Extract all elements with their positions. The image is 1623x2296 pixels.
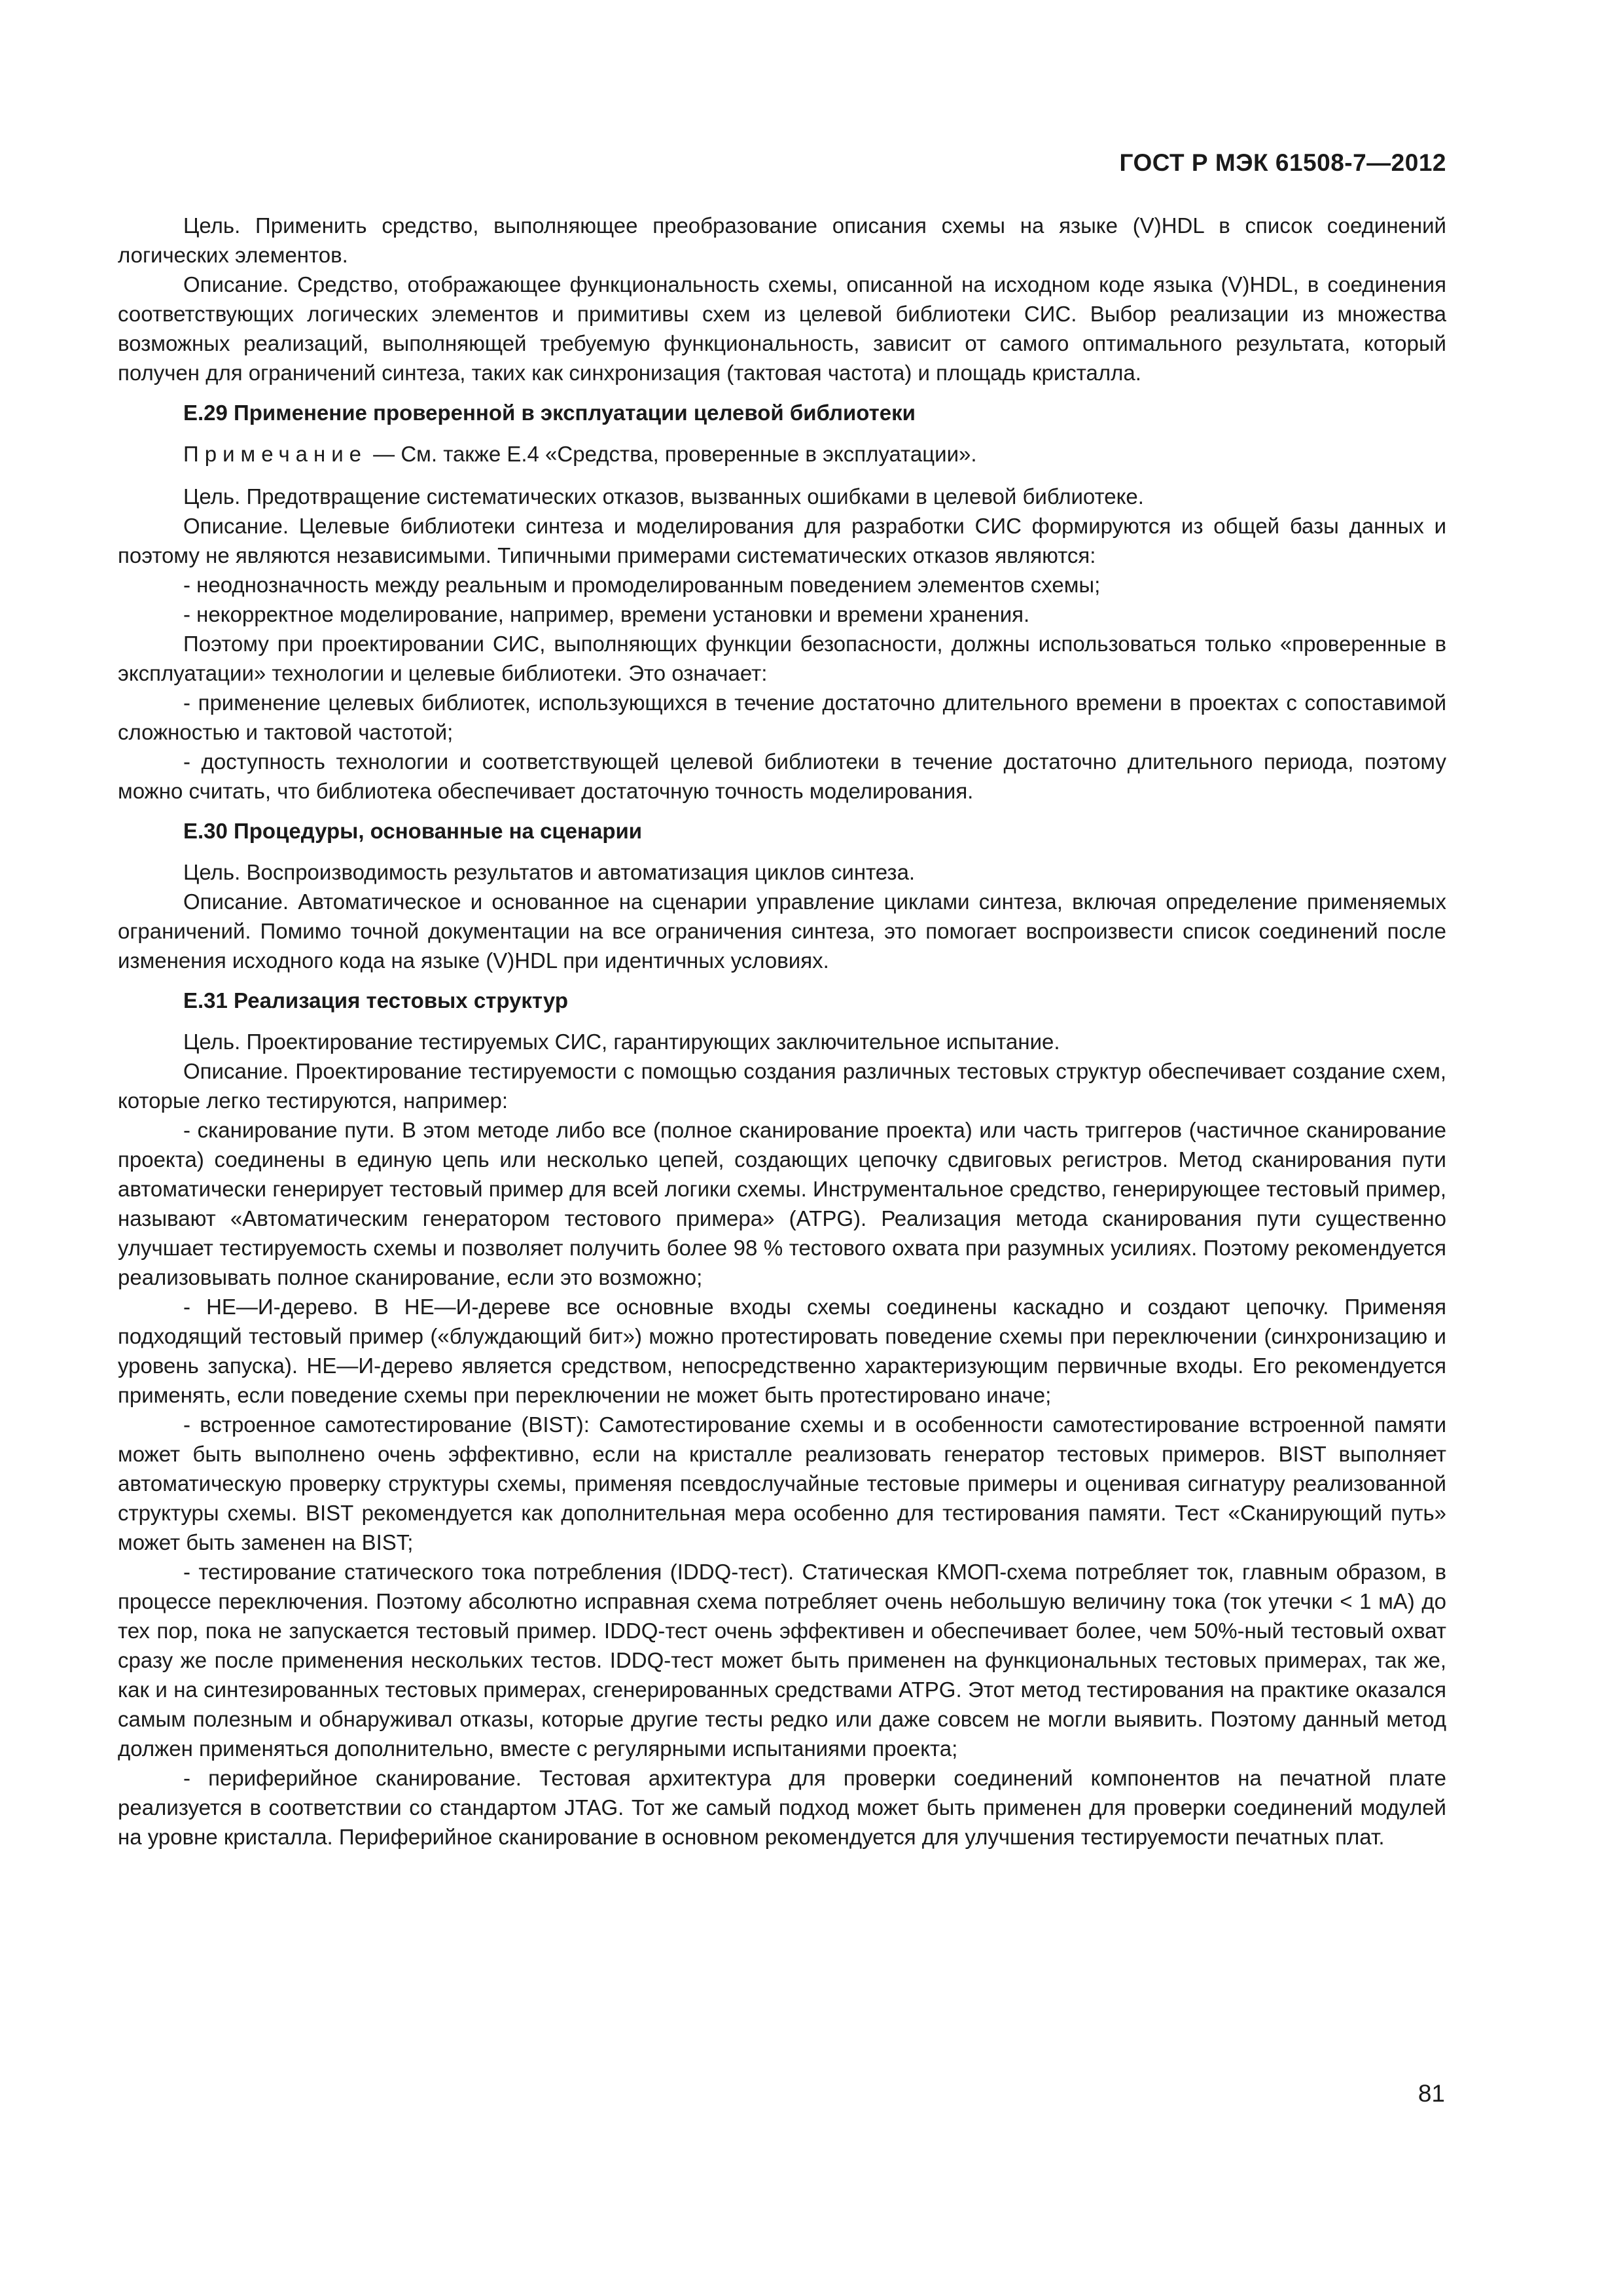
list-item: - неоднозначность между реальным и промоделированным поведением элементов схемы; xyxy=(183,573,1101,597)
section-heading-e30: Е.30 Процедуры, основанные на сценарии xyxy=(183,819,643,843)
paragraph-description-e31: Описание. Проектирование тестируемости с помощью создания различных тестовых структур обеспечивает создание схем, которые легко тестируются, например: xyxy=(118,1059,1446,1113)
paragraph-description-e30: Описание. Автоматическое и основанное на сценарии управление циклами синтеза, включая определение применяемых ограничений. Помимо точной документации на все ограничения синтеза, это помогает воспроизвести список соединений после изменения исходного кода на языке (V)HDL при идентичных условиях. xyxy=(118,889,1446,973)
list-item: - сканирование пути. В этом методе либо все (полное сканирование проекта) или часть триггеров (частичное сканирование проекта) соединены в единую цепь или несколько цепей, создающих цепочку сдвиговых регистров. Метод сканирования пути автоматически генерирует тестовый пример для всей логики схемы. Инструментальное средство, генерирующее тестовый пример, называют «Автоматическим генератором тестового примера» (ATPG). Реализация метода сканирования пути существенно улучшает тестируемость схемы и позволяет получить более 98 % тестового охвата при разумных усилиях. Поэтому рекомендуется реализовывать полное сканирование, если это возможно; xyxy=(118,1118,1446,1289)
list-item: - периферийное сканирование. Тестовая архитектура для проверки соединений компонентов на печатной плате реализуется в соответствии со стандартом JTAG. Тот же самый подход может быть применен для проверки соединений модулей на уровне кристалла. Периферийное сканирование в основном рекомендуется для улучшения тестируемости печатных плат. xyxy=(118,1766,1446,1849)
list-item: - применение целевых библиотек, использующихся в течение достаточно длительного времени в проектах с сопоставимой сложностью и тактовой частотой; xyxy=(118,691,1446,744)
list-item: - встроенное самотестирование (BIST): Самотестирование схемы и в особенности самотестирование встроенной памяти может быть выполнено очень эффективно, если на кристалле реализовать генератор тестовых примеров. BIST выполняет автоматическую проверку структуры схемы, применяя псевдослучайные тестовые примеры и оценивая сигнатуру реализованной структуры схемы. BIST рекомендуется как дополнительная мера особенно для тестирования памяти. Тест «Сканирующий путь» может быть заменен на BIST; xyxy=(118,1412,1446,1554)
note-label: Примечание xyxy=(183,442,368,466)
paragraph-description-synthesis: Описание. Средство, отображающее функциональность схемы, описанной на исходном коде языка (V)HDL, в соединения соответствующих логических элементов и примитивы схем из целевой библиотеки СИС. Выбор реализации из множества возможных реализаций, выполняющей требуемую функциональность, зависит от самого оптимального результата, который получен для ограничений синтеза, таких как синхронизация (тактовая частота) и площадь кристалла. xyxy=(118,272,1446,385)
note xyxy=(118,439,1446,469)
paragraph-description-e29: Описание. Целевые библиотеки синтеза и моделирования для разработки СИС формируются из общей базы данных и поэтому не являются независимыми. Типичными примерами систематических отказов являются: xyxy=(118,514,1446,567)
list-item: - доступность технологии и соответствующей целевой библиотеки в течение достаточно длительного периода, поэтому можно считать, что библиотека обеспечивает достаточную точность моделирования. xyxy=(118,749,1446,803)
section-heading-e31: Е.31 Реализация тестовых структур xyxy=(183,988,568,1013)
list-item: - НЕ—И-дерево. В НЕ—И-дереве все основные входы схемы соединены каскадно и создают цепочку. Применяя подходящий тестовый пример («блуждающий бит») можно протестировать поведение схемы при переключении (синхронизацию и уровень запуска). НЕ—И-дерево является средством, непосредственно характеризующим первичные входы. Его рекомендуется применять, если поведение схемы при переключении не может быть протестировано иначе; xyxy=(118,1295,1446,1407)
paragraph-goal-synthesis: Цель. Применить средство, выполняющее преобразование описания схемы на языке (V)HDL в список соединений логических элементов. xyxy=(118,213,1446,267)
paragraph-goal-e29: Цель. Предотвращение систематических отказов, вызванных ошибками в целевой библиотеке. xyxy=(183,484,1144,509)
document-body xyxy=(118,211,1446,1852)
note-text: — См. также Е.4 «Средства, проверенные в эксплуатации». xyxy=(367,442,977,466)
list-item: - тестирование статического тока потребления (IDDQ-тест). Статическая КМОП-схема потребляет ток, главным образом, в процессе переключения. Поэтому абсолютно исправная схема потребляет очень небольшую величину тока (ток утечки < 1 мА) до тех пор, пока не запускается тестовый пример. IDDQ-тест очень эффективен и обеспечивает более, чем 50%-ный тестовый охват сразу же после применения нескольких тестов. IDDQ-тест может быть применен на функциональных тестовых примерах, так же, как и на синтезированных тестовых примерах, сгенерированных средствами ATPG. Этот метод тестирования на практике оказался самым полезным и обнаруживал отказы, которые другие тесты редко или даже совсем не могли выявить. Поэтому данный метод должен применяться дополнительно, вместе с регулярными испытаниями проекта; xyxy=(118,1560,1446,1761)
paragraph-goal-e31: Цель. Проектирование тестируемых СИС, гарантирующих заключительное испытание. xyxy=(183,1030,1060,1054)
document-header: ГОСТ Р МЭК 61508-7—2012 xyxy=(1119,149,1446,176)
paragraph-therefore: Поэтому при проектировании СИС, выполняющих функции безопасности, должны использоваться только «проверенные в эксплуатации» технологии и целевые библиотеки. Это означает: xyxy=(118,632,1446,685)
section-heading-e29: Е.29 Применение проверенной в эксплуатации целевой библиотеки xyxy=(183,401,916,425)
list-item: - некорректное моделирование, например, времени установки и времени хранения. xyxy=(183,602,1030,626)
paragraph-goal-e30: Цель. Воспроизводимость результатов и автоматизация циклов синтеза. xyxy=(183,860,916,884)
page-number: 81 xyxy=(1418,2080,1445,2107)
